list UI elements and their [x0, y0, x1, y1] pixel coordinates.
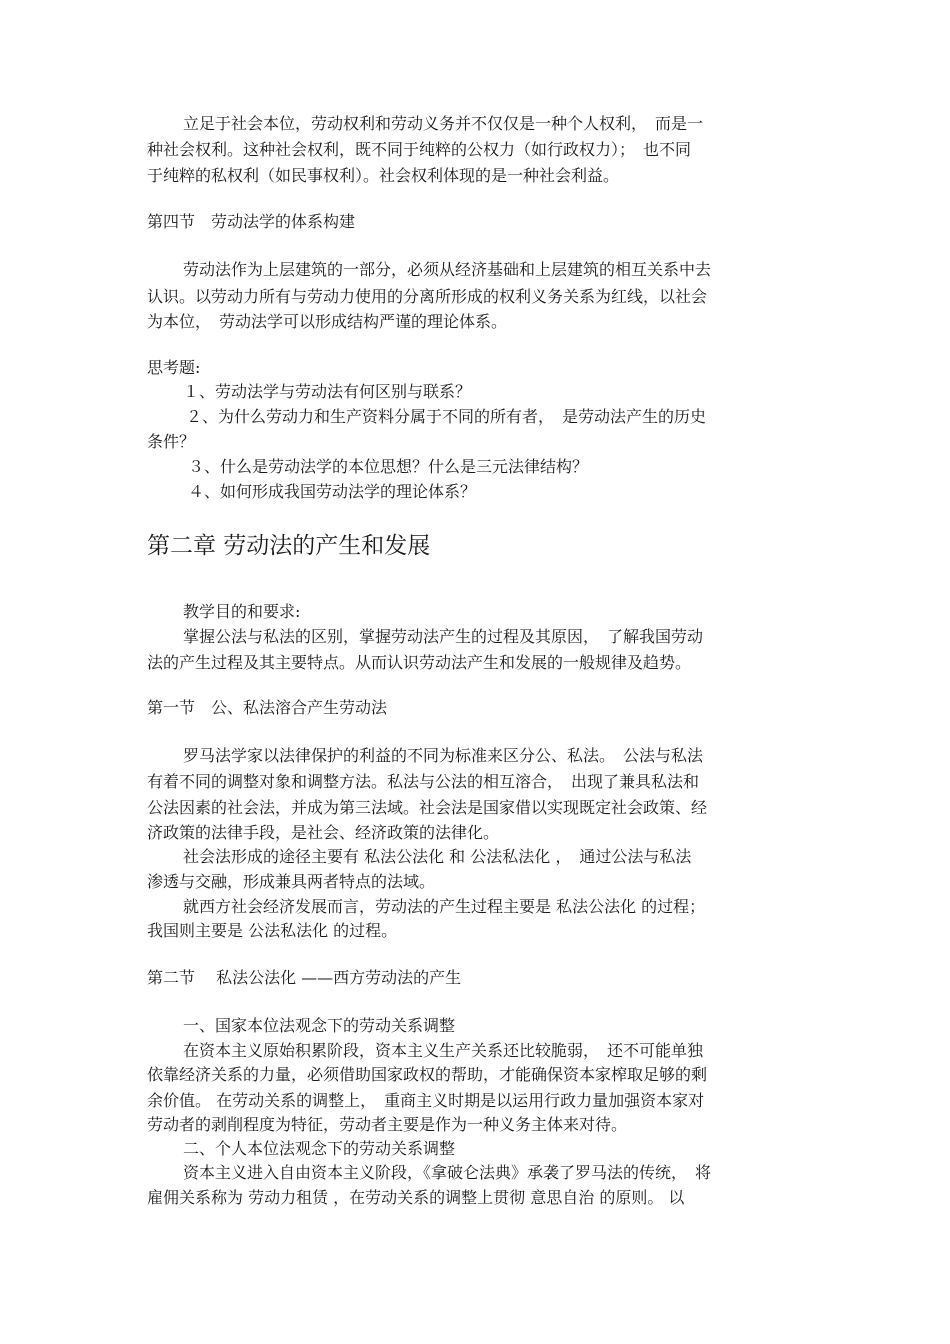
question-item: 条件？: [147, 432, 196, 451]
question-item: ４、如何形成我国劳动法学的理论体系？: [188, 482, 477, 501]
paragraph-line: 法的产生过程及其主要特点。从而认识劳动法产生和发展的一般规律及趋势。: [147, 653, 692, 672]
paragraph-line: 罗马法学家以法律保护的利益的不同为标准来区分公、私法。 公法与私法: [183, 746, 704, 765]
paragraph-line: 就西方社会经济发展而言，劳动法的产生过程主要是 私法公法化 的过程；: [183, 897, 706, 916]
paragraph-line: 有着不同的调整对象和调整方法。私法与公法的相互溶合， 出现了兼具私法和: [147, 772, 700, 791]
section-heading: 第一节 公、私法溶合产生劳动法: [147, 698, 388, 717]
paragraph-line: 劳动法作为上层建筑的一部分，必须从经济基础和上层建筑的相互关系中去: [183, 260, 712, 279]
paragraph-line: 掌握公法与私法的区别，掌握劳动法产生的过程及其原因， 了解我国劳动: [183, 627, 704, 646]
question-item: １、劳动法学与劳动法有何区别与联系？: [183, 382, 472, 401]
paragraph-line: 济政策的法律手段，是社会、经济政策的法律化。: [147, 823, 500, 842]
paragraph-line: 立足于社会本位，劳动权利和劳动义务并不仅仅是一种个人权利， 而是一: [183, 114, 704, 133]
question-item: ３、什么是劳动法学的本位思想？什么是三元法律结构？: [188, 457, 589, 476]
paragraph-line: 教学目的和要求:: [183, 602, 301, 621]
paragraph-line: 于纯粹的私权利（如民事权利）。社会权利体现的是一种社会利益。: [147, 166, 620, 185]
section-heading: 第四节 劳动法学的体系构建: [147, 212, 356, 231]
paragraph-line: 资本主义进入自由资本主义阶段，《拿破仑法典》承袭了罗马法的传统， 将: [183, 1163, 712, 1182]
subsection-heading: 二、个人本位法观念下的劳动关系调整: [183, 1139, 456, 1158]
paragraph-line: 余价值。 在劳动关系的调整上， 重商主义时期是以运用行政力量加强资本家对: [147, 1091, 705, 1110]
paragraph-line: 认识。以劳动力所有与劳动力使用的分离所形成的权利义务关系为红线，以社会: [147, 287, 708, 306]
paragraph-line: 为本位， 劳动法学可以形成结构严谨的理论体系。: [147, 312, 508, 331]
question-item: ２、为什么劳动力和生产资料分属于不同的所有者， 是劳动法产生的历史: [186, 407, 707, 426]
paragraph-line: 依靠经济关系的力量，必须借助国家政权的帮助，才能确保资本家榨取足够的剩: [147, 1065, 708, 1084]
subsection-heading: 一、国家本位法观念下的劳动关系调整: [183, 1016, 456, 1035]
paragraph-line: 种社会权利。这种社会权利，既不同于纯粹的公权力（如行政权力）； 也不同: [147, 140, 692, 159]
paragraph-line: 劳动者的剥削程度为特征，劳动者主要是作为一种义务主体来对待。: [147, 1115, 628, 1134]
paragraph-line: 我国则主要是 公法私法化 的过程。: [147, 921, 398, 940]
chapter-title: 第二章 劳动法的产生和发展: [147, 533, 431, 559]
section-heading: 第二节 私法公法化 ——西方劳动法的产生: [147, 968, 462, 987]
questions-heading: 思考题:: [147, 358, 201, 377]
paragraph-line: 公法因素的社会法，并成为第三法域。社会法是国家借以实现既定社会政策、经: [147, 798, 708, 817]
paragraph-line: 在资本主义原始积累阶段，资本主义生产关系还比较脆弱， 还不可能单独: [183, 1041, 704, 1060]
paragraph-line: 社会法形成的途径主要有 私法公法化 和 公法私法化 ， 通过公法与私法: [183, 847, 692, 866]
paragraph-line: 雇佣关系称为 劳动力租赁 ，在劳动关系的调整上贯彻 意思自治 的原则。 以: [147, 1188, 685, 1207]
paragraph-line: 渗透与交融，形成兼具两者特点的法域。: [147, 872, 436, 891]
